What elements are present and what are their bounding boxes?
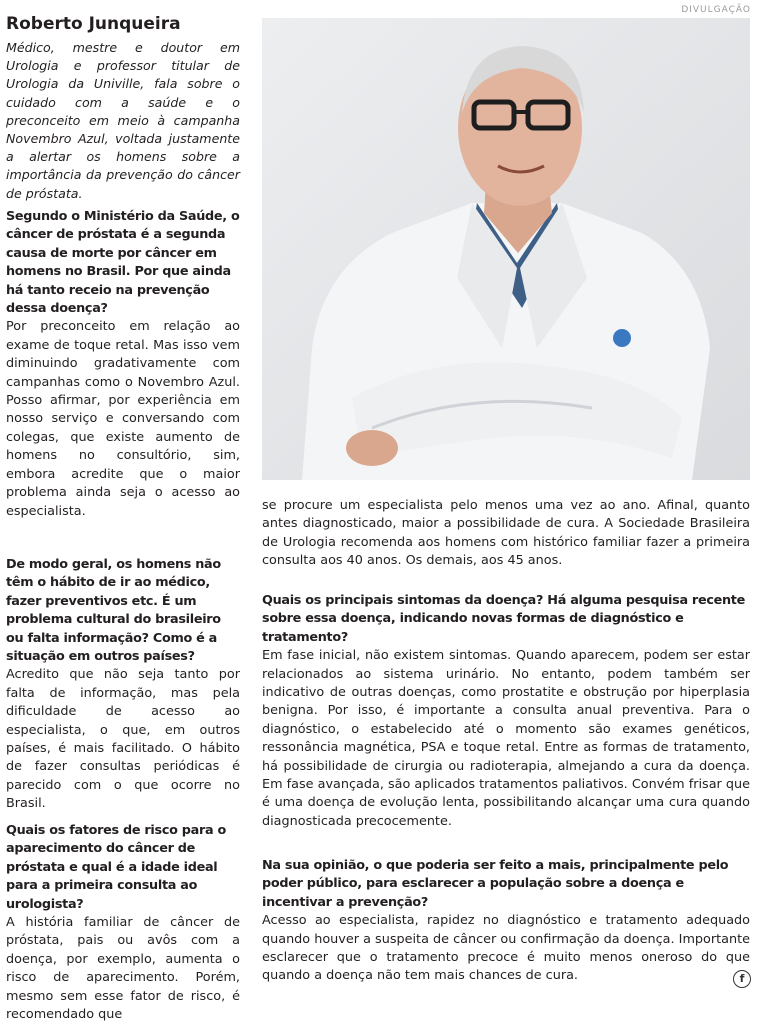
answer-2: Acredito que não seja tanto por falta de informação, mas pela dificuldade de acesso ao especialista, o que, em outros países, é mais facilitado. O hábito de fazer consultas periódicas é parecido com o que ocorre no Brasil.	[6, 667, 240, 812]
answer-1: Por preconceito em relação ao exame de toque retal. Mas isso vem diminuindo gradativamente com campanhas como o Novembro Azul. Posso afirmar, por experiência em nosso serviço e conversando com colegas, que existe aumento de homens no consultório, sim, embora acredite que o maior problema ainda seja o acesso ao especialista.	[6, 319, 240, 519]
qa-block-2	[6, 556, 240, 814]
answer-3-continued	[262, 497, 750, 571]
answer-3-cont: se procure um especialista pelo menos uma vez ao ano. Afinal, quanto antes diagnosticado, maior a possibilidade de cura. A Sociedade Brasileira de Urologia recomenda aos homens com histórico familiar fazer a primeira consulta aos 40 anos. Os demais, aos 45 anos.	[262, 498, 750, 569]
question-3: Quais os fatores de risco para o aparecimento do câncer de próstata e qual é a idade ideal para a primeira consulta ao urologista?	[6, 823, 226, 912]
photo-credit: DIVULGAÇÃO	[681, 5, 751, 15]
qa-block-1	[6, 208, 240, 521]
qa-block-4	[262, 592, 750, 831]
question-5: Na sua opinião, o que poderia ser feito a mais, principalmente pelo poder público, para esclarecer a população sobre a doença e incentivar a prevenção?	[262, 858, 729, 910]
answer-5: Acesso ao especialista, rapidez no diagnóstico e tratamento adequado quando houver a suspeita de câncer ou confirmação da doença. Importante esclarecer que o tratamento precoce é muito menos oneroso do que quando a doença não tem mais chances de cura.	[262, 913, 750, 984]
question-1: Segundo o Ministério da Saúde, o câncer de próstata é a segunda causa de morte por câncer em homens no Brasil. Por que ainda há tanto receio na prevenção dessa doença?	[6, 209, 240, 317]
answer-4: Em fase inicial, não existem sintomas. Quando aparecem, podem ser estar relacionados ao sistema urinário. No entanto, podem também ser indicativo de outras doenças, como prostatite e obstrução por hiperplasia benigna. Por isso, é importante a consulta anual preventiva. Para o diagnóstico, o estabelecido até o momento são exames genéticos, ressonância magnética, PSA e toque retal. Entre as formas de tratamento, há possibilidade de cirurgia ou radioterapia, almejando a cura da doença. Em fase avançada, são aplicados tratamentos paliativos. Convém frisar que é uma doença de evolução lenta, possibilitando alcançar uma cura quando diagnosticada precocemente.	[262, 648, 750, 829]
interviewee-name: Roberto Junqueira	[6, 14, 181, 34]
question-4: Quais os principais sintomas da doença? Há alguma pesquisa recente sobre essa doença, indicando novas formas de diagnóstico e tratamento?	[262, 593, 745, 645]
question-2: De modo geral, os homens não têm o hábito de ir ao médico, fazer preventivos etc. É um problema cultural do brasileiro ou falta informação? Como é a situação em outros países?	[6, 557, 221, 665]
answer-3: A história familiar de câncer de próstata, pais ou avôs com a doença, por exemplo, aumenta o risco de aparecimento. Porém, mesmo sem esse fator de risco, é recomendado que	[6, 915, 240, 1023]
facebook-icon: f	[733, 970, 751, 988]
qa-block-5	[262, 857, 750, 986]
qa-block-3	[6, 822, 240, 1024]
portrait-photo	[262, 18, 750, 480]
intro-paragraph: Médico, mestre e doutor em Urologia e professor titular de Urologia da Univille, fala sobre o cuidado com a saúde e o preconceito em meio à campanha Novembro Azul, voltada justamente a alertar os homens sobre a importância da prevenção do câncer de próstata.	[6, 40, 240, 201]
